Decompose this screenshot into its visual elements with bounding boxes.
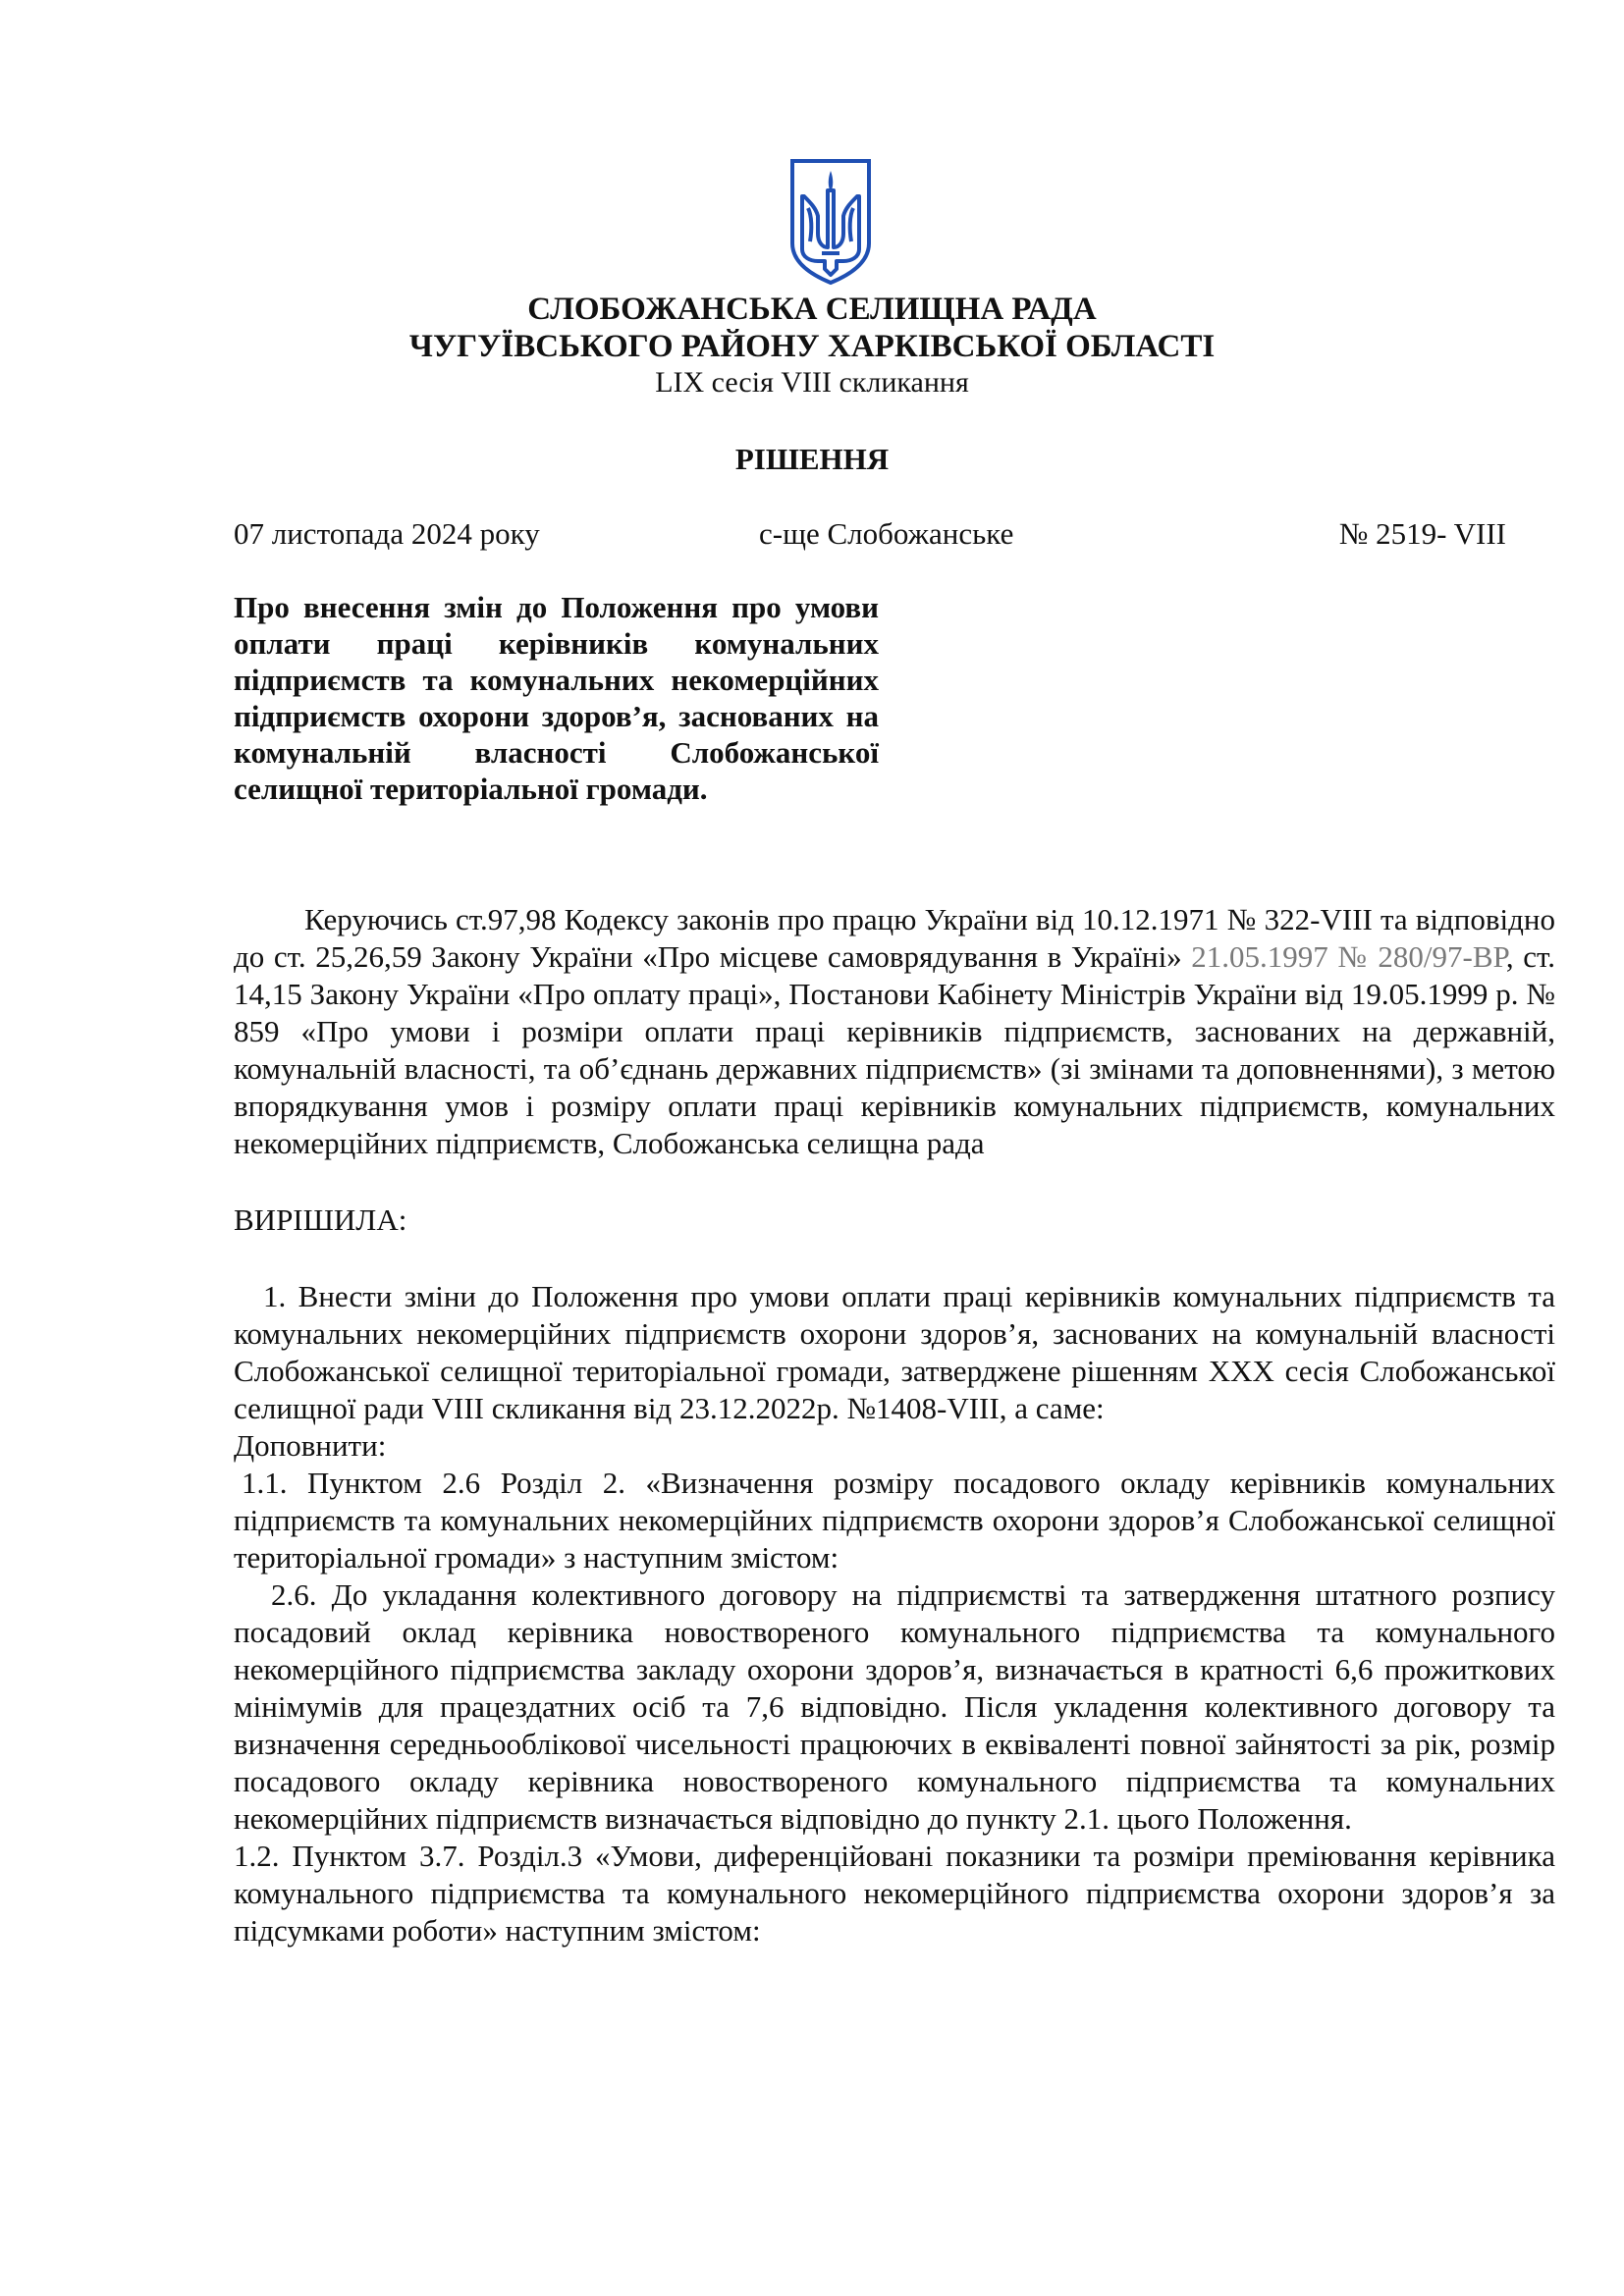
council-name: СЛОБОЖАНСЬКА СЕЛИЩНА РАДА	[527, 292, 1097, 327]
coat-of-arms-icon	[788, 157, 873, 287]
spacer	[234, 1162, 1555, 1201]
preamble-part1: Керуючись ст.97,98 Кодексу законів про працю України від 10.12.1971 № 322-VIII та відповідно до ст. 25,26,59 Закону України «Про місцеве самоврядування в Україні»	[234, 902, 1555, 974]
decision-subject: Про внесення змін до Положення про умови оплати праці керівників комунальних підприємств та комунальних некомерційних підприємств охорони здоров’я, заснованих на комунальній власності Слобожанської селищної територіальної громади.	[234, 590, 879, 806]
district-name: ЧУГУЇВСЬКОГО РАЙОНУ ХАРКІВСЬКОЇ ОБЛАСТІ	[408, 329, 1216, 364]
law-reference-grey: 21.05.1997 № 280/97-ВР	[1191, 939, 1506, 974]
decision-number: № 2519- VIII	[1338, 516, 1506, 551]
decision-title: РІШЕННЯ	[734, 442, 890, 476]
supplement-label: Доповнити:	[234, 1428, 387, 1463]
item-1: 1. Внести зміни до Положення про умови оплати праці керівників комунальних підприємств та комунальних некомерційних підприємств охорони здоров’я, заснованих на комунальній власності Слобожанської селищної територіальної громади, затверджене рішенням ХХХ сесія Слобожанської селищної ради VIII скликання від 23.12.2022р. №1408-VIII, а саме:	[234, 1279, 1555, 1425]
item-2-6: 2.6. До укладання колективного договору на підприємстві та затвердження штатного розпису посадовий оклад керівника новоствореного комунального підприємства та комунального некомерційного підприємства закладу охорони здоров’я, визначається в кратності 6,6 прожиткових мінімумів для працездатних осіб та 7,6 відповідно. Після укладення колективного договору та визначення середньооблікової чисельності працюючих в еквіваленті повної зайнятості за рік, розмір посадового окладу керівника новоствореного комунального підприємства та комунальних некомерційних підприємств визначається відповідно до пункту 2.1. цього Положення.	[234, 1577, 1555, 1836]
spacer	[234, 1239, 1555, 1278]
preamble-part3: , ст. 14,15 Закону України «Про оплату праці», Постанови Кабінету Міністрів України від 19.05.1999 р. № 859 «Про умови і розміри оплати праці керівників підприємств, заснованих на державній, комунальній власності, та об’єднань державних підприємств» (зі змінами та доповненнями), з метою впорядкування умов і розміру оплати праці керівників комунальних підприємств, комунальних некомерційних підприємств, Слобожанська селищна рада	[234, 939, 1556, 1160]
decision-body	[234, 901, 1555, 1949]
decision-date: 07 листопада 2024 року	[234, 516, 540, 551]
item-1-2: 1.2. Пунктом 3.7. Розділ.3 «Умови, диференційовані показники та розміри преміювання керівника комунального підприємства та комунального некомерційного підприємства охорони здоров’я за підсумками роботи» наступним змістом:	[234, 1839, 1555, 1948]
decision-place: с-ще Слобожанське	[759, 516, 1014, 551]
session-label: LIX сесія VIII скликання	[655, 366, 969, 399]
resolved-heading: ВИРІШИЛА:	[234, 1202, 407, 1237]
item-1-1: 1.1. Пунктом 2.6 Розділ 2. «Визначення розміру посадового окладу керівників комунальних підприємств та комунальних некомерційних підприємств охорони здоров’я Слобожанської селищної територіальної громади» з наступним змістом:	[234, 1466, 1555, 1575]
preamble-paragraph	[234, 901, 1555, 1162]
